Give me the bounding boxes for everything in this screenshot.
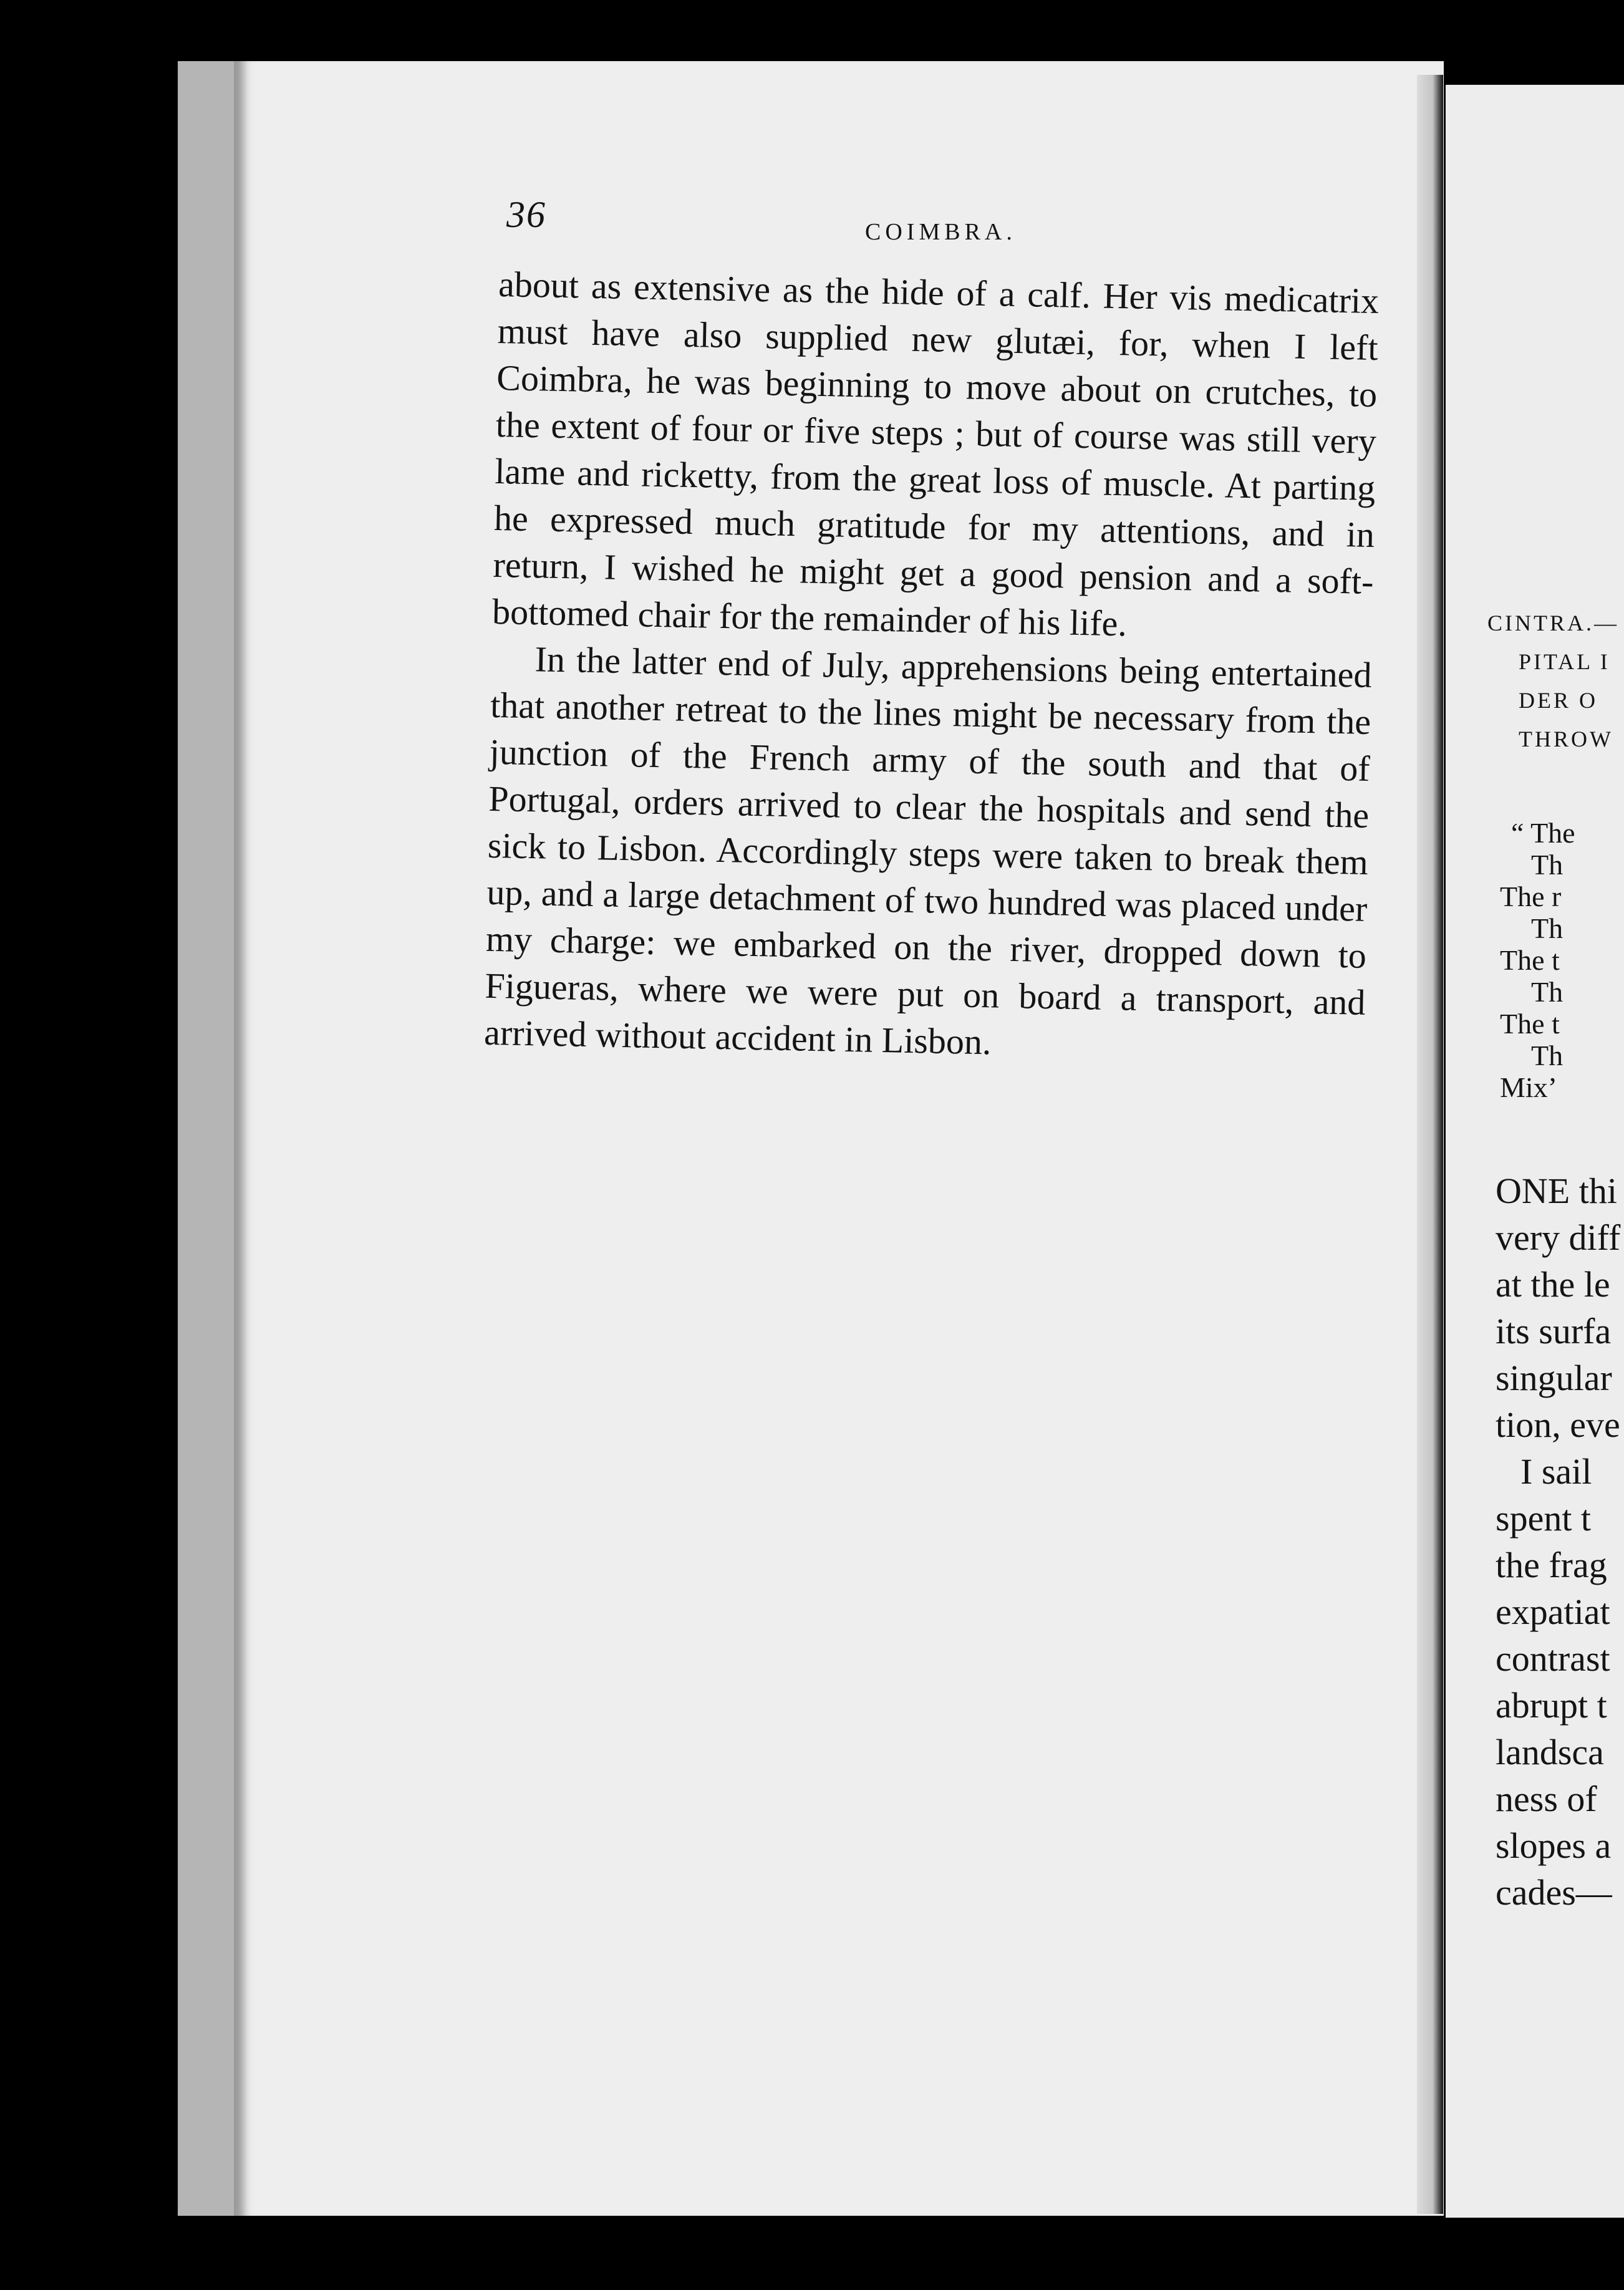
running-head	[506, 193, 1380, 243]
running-head-title: COIMBRA.	[865, 219, 1017, 245]
verse-line-1: “ The	[1511, 817, 1575, 849]
prose-line-12: abrupt t	[1496, 1685, 1607, 1726]
prose-line-4: its surfa	[1496, 1311, 1612, 1351]
prose-line-10: expatiat	[1496, 1592, 1610, 1632]
right-page-text-clip	[1446, 0, 1624, 2290]
right-prose	[1496, 1167, 1620, 1916]
right-verse	[1500, 817, 1575, 1103]
prose-line-11: contrast	[1496, 1638, 1610, 1679]
summary-line-3: DER O	[1519, 688, 1598, 713]
book-gutter	[1417, 75, 1443, 2214]
summary-line-4: THROW	[1519, 727, 1613, 751]
prose-line-3: at the le	[1496, 1264, 1610, 1305]
verse-line-5: The t	[1500, 944, 1560, 976]
verse-line-2: Th	[1531, 849, 1564, 881]
verse-line-6: Th	[1531, 976, 1564, 1008]
left-page-body	[484, 261, 1380, 1073]
right-chapter-summary	[1487, 604, 1619, 758]
verse-line-3: The r	[1500, 881, 1562, 912]
prose-line-7: I sail	[1520, 1451, 1592, 1492]
prose-line-2: very diff	[1496, 1217, 1621, 1258]
verse-line-9: Mix’	[1500, 1071, 1557, 1103]
prose-line-8: spent t	[1496, 1498, 1592, 1539]
page-number: 36	[506, 194, 546, 235]
paragraph-1: about as extensive as the hide of a calf. Her vis medicatrix must have also supplied new glutæi, for, when I left Coimbra, he was beginning to move about on crutches, to the extent of four or five steps ; but of course was still very lame and ricketty, from the great loss of muscle. At parting he expressed much gratitude for my attentions, and in return, I wished he might get a good pension and a soft-bottomed chair for the remainder of his life.	[491, 263, 1380, 644]
prose-line-5: singular	[1496, 1358, 1612, 1398]
prose-line-14: ness of	[1496, 1779, 1597, 1819]
prose-line-16: cades—	[1496, 1872, 1612, 1913]
prose-line-15: slopes a	[1496, 1825, 1612, 1866]
summary-line-1: CINTRA.—	[1487, 611, 1619, 635]
prose-line-13: landsca	[1496, 1732, 1604, 1772]
verse-line-8: Th	[1531, 1040, 1564, 1071]
prose-line-1: ONE thi	[1496, 1171, 1617, 1211]
summary-line-2: PITAL I	[1519, 649, 1610, 674]
verse-line-7: The t	[1500, 1008, 1560, 1040]
paragraph-2: In the latter end of July, apprehensions being entertained that another retreat to the lines might be necessary from the junction of the French army of the south and that of Portugal, orders arrived to clear the hospitals and send the sick to Lisbon. Accordingly steps were taken to break them up, and a large detachment of two hundred was placed under my charge: we embarked on the river, dropped down to Figueras, where we were put on board a transport, and arrived without accident in Lisbon.	[483, 639, 1373, 1063]
prose-line-9: the frag	[1496, 1545, 1607, 1585]
verse-line-4: Th	[1531, 912, 1564, 944]
prose-line-6: tion, eve	[1496, 1404, 1620, 1445]
